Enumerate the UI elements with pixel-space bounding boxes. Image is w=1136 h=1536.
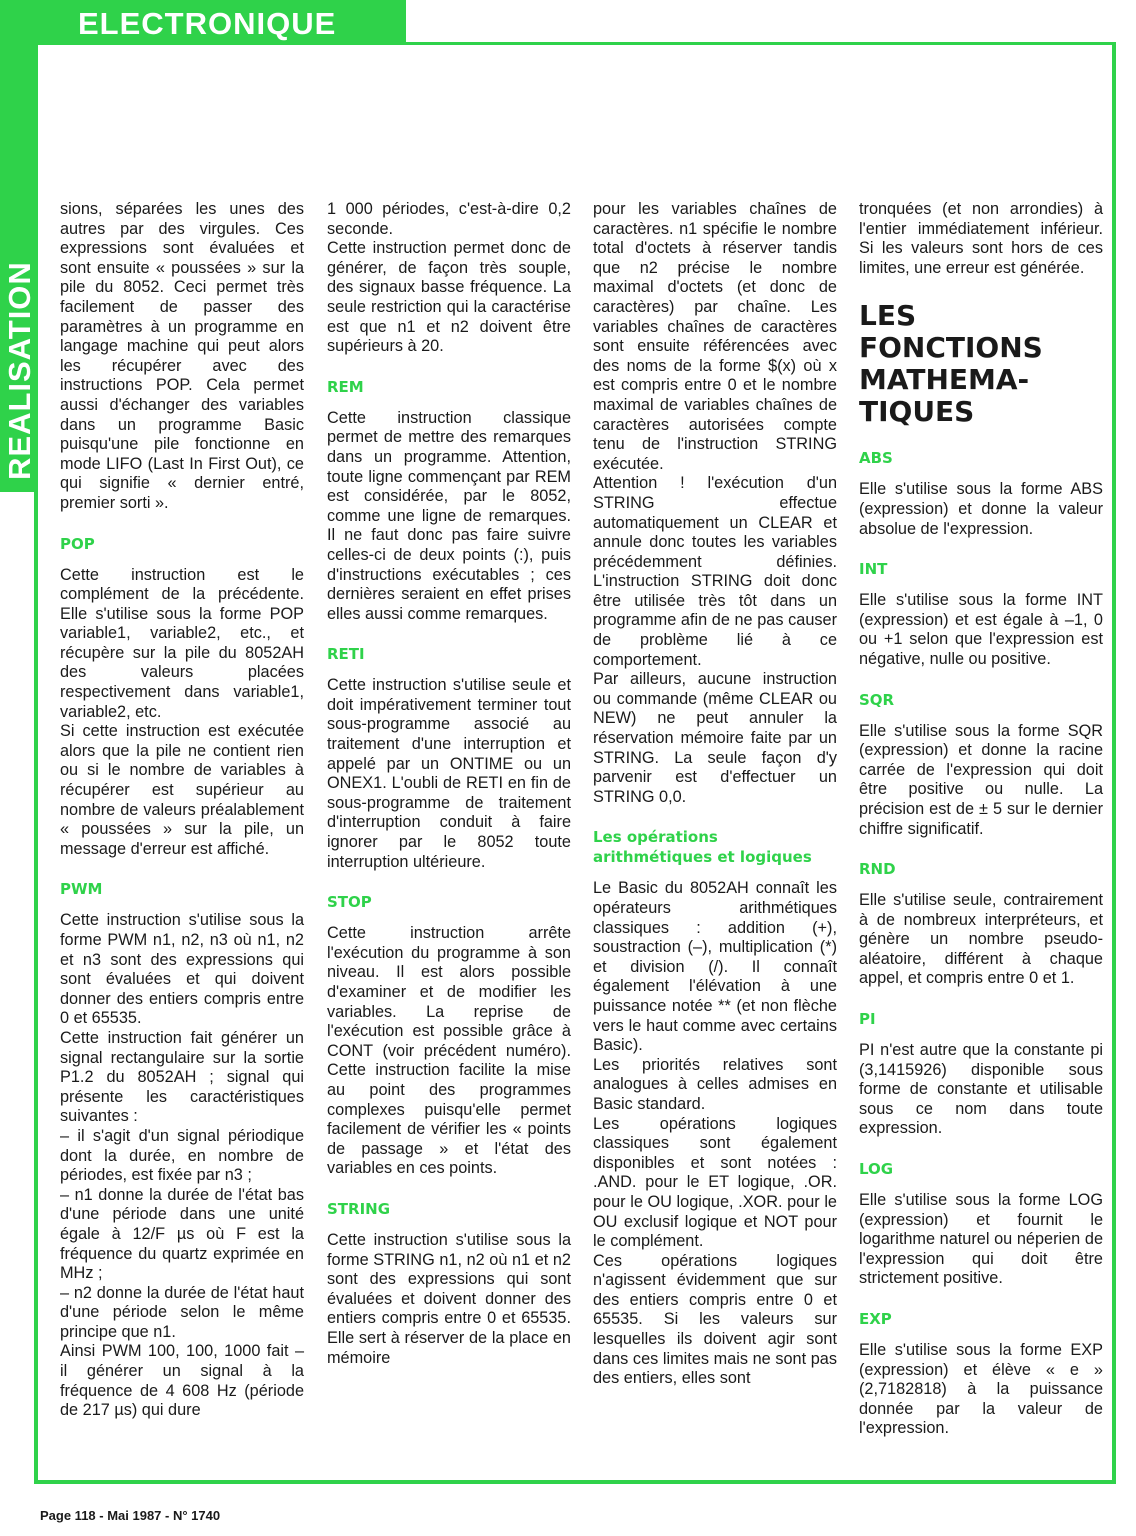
section-heading: LOG (859, 1160, 894, 1179)
frame-right-border (1112, 42, 1116, 1484)
frame-left-border (34, 0, 38, 1484)
section-heading: EXP (859, 1310, 892, 1328)
paragraph: pour les variables chaînes de caractères. n1 spécifie le nombre total d'octets à réserver tandis que n2 précise le nombre maximal d'octets (et donc de caractères) par chaîne. Les variables chaînes de caractères sont ensuite référencées avec des noms de la forme $(x) où x est compris entre 0 et le nombre maximal de variables chaînes de caractères autorisées compte tenu de l'instruction STRING exécutée. (593, 200, 837, 473)
paragraph: Les opérations logiques classiques sont également disponibles et sont notées : .AND. pour le ET logique, .OR. pour le OU logique, .XOR. pour le OU exclusif logique et NOT pour le complément. (593, 1114, 837, 1251)
section-heading: REM (327, 377, 364, 396)
paragraph: Cette instruction classique permet de mettre des remarques dans un programme. Attention, toute ligne commençant par REM est considérée, par le 8052, comme une ligne de remarques. Il ne faut donc pas faire suivre celles-ci de deux points (:), puis d'instructions exécutables ; ces dernières seraient en effet prises elles aussi comme remarques. (327, 408, 571, 623)
paragraph: Cette instruction s'utilise seule et doit impérativement terminer tout sous-programme associé au traitement d'une interruption et appelé par un ONTIME ou un ONEX1. L'oubli de RETI en fin de sous-programme de traitement d'interruption conduit à faire ignorer par le 8052 toute interruption ultérieure. (327, 676, 571, 871)
column-4 (859, 200, 1103, 1439)
section-heading: INT (859, 560, 888, 579)
paragraph: – n1 donne la durée de l'état bas d'une période dans une unité égale à 12/F µs où F est la fréquence du quartz exprimée en MHz ; (60, 1185, 304, 1283)
paragraph: Elle s'utilise sous la forme SQR (expression) et donne la racine carrée de l'expression qui doit être positive ou nulle. La précision est de ± 5 sur le dernier chiffre significatif. (859, 721, 1103, 838)
section-heading: SQR (859, 690, 895, 709)
chapter-title: LES FONCTIONS MATHEMA-TIQUES (859, 299, 1043, 429)
section-heading: PI (859, 1010, 876, 1029)
rubric-title: ELECTRONIQUE (78, 6, 337, 41)
section-heading: RETI (327, 645, 365, 664)
paragraph: Cette instruction est le complément de la précédente. Elle s'utilise sous la forme POP variable1, variable2, etc., et récupère sur la pile du 8052AH des valeurs placées respectivement dans variable1, variable2, etc. (60, 565, 304, 721)
column-2 (327, 200, 571, 1368)
section-heading: ABS (859, 449, 893, 468)
paragraph: Les priorités relatives sont analogues à celles admises en Basic standard. (593, 1055, 837, 1113)
paragraph: Cette instruction permet donc de générer, de façon très souple, des signaux basse fréquence. La seule restriction qui la caractérise est que n1 et n2 doivent être supérieurs à 20. (327, 239, 571, 356)
section-heading: STRING (327, 1199, 391, 1218)
paragraph: tronquées (et non arrondies) à l'entier immédiatement inférieur. Si les valeurs sont hors de ces limites, une erreur est générée. (859, 200, 1103, 277)
frame-bottom-border (34, 1480, 1116, 1484)
paragraph: Cette instruction fait générer un signal rectangulaire sur la sortie P1.2 du 8052AH ; signal qui présente les caractéristiques suivantes : (60, 1028, 304, 1126)
side-label: REALISATION (2, 261, 37, 480)
section-heading: PWM (60, 880, 103, 899)
paragraph: Elle s'utilise sous la forme INT (expression) et est égale à –1, 0 ou +1 selon que l'expression est négative, nulle ou positive. (859, 591, 1103, 668)
paragraph: Elle s'utilise sous la forme ABS (expression) et donne la valeur absolue de l'expression. (859, 480, 1103, 538)
paragraph: Cette instruction arrête l'exécution du programme à son niveau. Il est alors possible d'examiner et de modifier les variables. La reprise de l'exécution est possible grâce à CONT (voir précédent numéro). Cette instruction facilite la mise au point des programmes complexes puisqu'elle permet facilement de vérifier les « points de passage » et l'état des variables en ces points. (327, 924, 571, 1178)
paragraph: Elle s'utilise seule, contrairement à de nombreux interpréteurs, et génère un nombre pseudo-aléatoire, différent à chaque appel, et compris entre 0 et 1. (859, 891, 1103, 988)
paragraph: – n2 donne la durée de l'état haut d'une période selon le même principe que n1. (60, 1283, 304, 1341)
column-1 (60, 200, 304, 1421)
section-heading: RND (859, 860, 896, 879)
paragraph: Attention ! l'exécution d'un STRING effectue automatiquement un CLEAR et annule donc toutes les variables précédemment définies. L'instruction STRING doit donc être utilisée très tôt dans un programme afin de ne pas causer de problème lié à ce comportement. (593, 474, 837, 669)
section-heading: POP (60, 534, 95, 553)
paragraph: 1 000 périodes, c'est-à-dire 0,2 seconde. (327, 200, 571, 238)
paragraph: sions, séparées les unes des autres par des virgules. Ces expressions sont évaluées et sont ensuite « poussées » sur la pile du 8052. Ceci permet très facilement de passer des paramètres à un programme en langage machine qui peut alors les récupérer avec des instructions POP. Cela permet aussi d'échanger des variables dans un programme Basic puisqu'une pile fonctionne en mode LIFO (Last In First Out), ce qui signifie « dernier entré, premier sorti ». (60, 200, 304, 512)
section-heading: STOP (327, 893, 372, 912)
paragraph: – il s'agit d'un signal périodique dont la durée, en nombre de périodes, est fixée par n3 ; (60, 1126, 304, 1185)
paragraph: Cette instruction s'utilise sous la forme PWM n1, n2, n3 où n1, n2 et n3 sont des expressions qui sont évaluées et qui doivent donner des entiers compris entre 0 et 65535. (60, 911, 304, 1028)
paragraph: Ces opérations logiques n'agissent évidemment que sur des entiers compris entre 0 et 65535. Si les valeurs sur lesquelles ils doivent agir sont dans ces limites mais ne sont pas des entiers, elles sont (593, 1251, 837, 1388)
paragraph: Cette instruction s'utilise sous la forme STRING n1, n2 où n1 et n2 sont des expressions qui sont évaluées et doivent donner des entiers compris entre 0 et 65535. Elle sert à réserver de la place en mémoire (327, 1230, 571, 1367)
page-footer: Page 118 - Mai 1987 - N° 1740 (40, 1508, 221, 1523)
paragraph: Ainsi PWM 100, 100, 1000 fait – il générer un signal à la fréquence de 4 608 Hz (période de 217 µs) qui dure (60, 1342, 304, 1420)
frame-top-border (400, 42, 1116, 45)
section-heading: Les opérations arithmétiques et logiques (593, 828, 812, 867)
column-3 (593, 200, 837, 1389)
paragraph: Le Basic du 8052AH connaît les opérateurs arithmétiques classiques : addition (+), soustraction (–), multiplication (*) et division (/). Il connaît également l'élévation à une puissance notée ** (et non flèche vers le haut comme avec certains Basic). (593, 879, 837, 1055)
paragraph: Par ailleurs, aucune instruction ou commande (même CLEAR ou NEW) ne peut annuler la réservation mémoire faite par un STRING. La seule façon d'y parvenir est d'effectuer un STRING 0,0. (593, 670, 837, 806)
paragraph: Elle s'utilise sous la forme LOG (expression) et fournit le logarithme naturel ou néperien de l'expression qui doit être strictement positive. (859, 1191, 1103, 1288)
paragraph: PI n'est autre que la constante pi (3,1415926) disponible sous forme de constante et utilisable sous ce nom dans toute expression. (859, 1041, 1103, 1138)
paragraph: Elle s'utilise sous la forme EXP (expression) et élève « e » (2,7182818) à la puissance donnée par la valeur de l'expression. (859, 1341, 1103, 1438)
paragraph: Si cette instruction est exécutée alors que la pile ne contient rien ou si le nombre de variables à récupérer est supérieur au nombre de valeurs préalablement « poussées » sur la pile, un message d'erreur est affiché. (60, 722, 304, 858)
